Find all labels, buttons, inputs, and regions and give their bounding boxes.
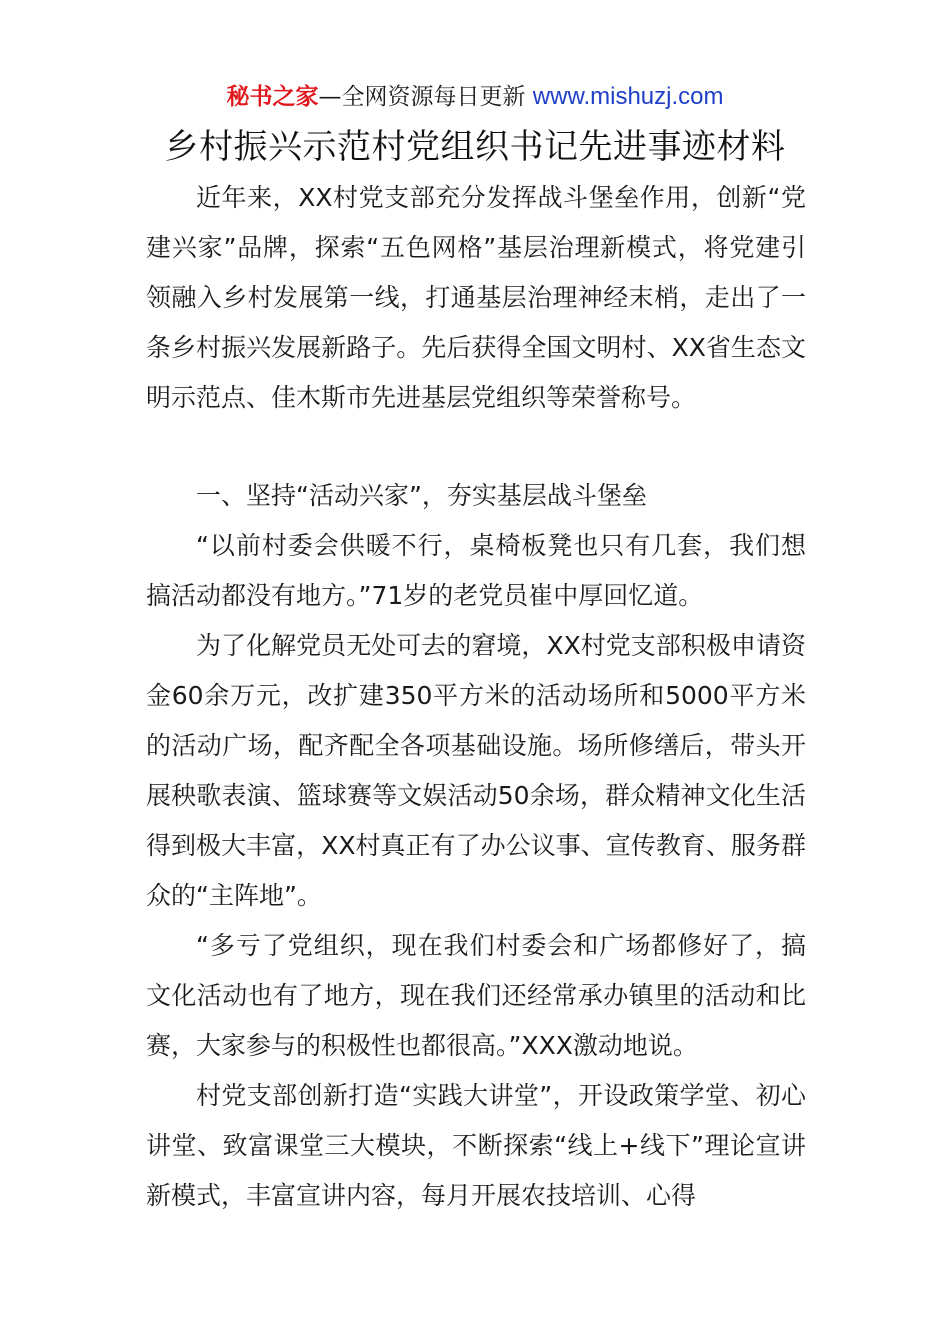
site-header <box>0 82 950 112</box>
site-url-link[interactable]: www.mishuzj.com <box>532 83 724 110</box>
paragraph-spacer <box>146 423 806 471</box>
site-brand: 秘书之家 <box>226 84 319 110</box>
section-heading: 一、坚持“活动兴家”，夯实基层战斗堡垒 <box>196 481 647 510</box>
body-paragraph: “多亏了党组织，现在我们村委会和广场都修好了，搞文化活动也有了地方，现在我们还经常承办镇里的活动和比赛，大家参与的积极性也都很高。”XXX激动地说。 <box>146 931 806 1060</box>
body-paragraph: 村党支部创新打造“实践大讲堂”，开设政策学堂、初心讲堂、致富课堂三大模块，不断探索“线上+线下”理论宣讲新模式，丰富宣讲内容，每月开展农技培训、心得 <box>146 1081 806 1210</box>
document-title: 乡村振兴示范村党组织书记先进事迹材料 <box>164 127 786 167</box>
body-paragraph: 为了化解党员无处可去的窘境，XX村党支部积极申请资金60余万元，改扩建350平方米的活动场所和5000平方米的活动广场，配齐配全各项基础设施。场所修缮后，带头开展秧歌表演、篮球赛等文娱活动50余场，群众精神文化生活得到极大丰富，XX村真正有了办公议事、宣传教育、服务群众的“主阵地”。 <box>146 631 806 910</box>
body-paragraph: “以前村委会供暖不行，桌椅板凳也只有几套，我们想搞活动都没有地方。”71岁的老党员崔中厚回忆道。 <box>146 531 806 610</box>
intro-paragraph: 近年来，XX村党支部充分发挥战斗堡垒作用，创新“党建兴家”品牌，探索“五色网格”基层治理新模式，将党建引领融入乡村发展第一线，打通基层治理神经末梢，走出了一条乡村振兴发展新路子。先后获得全国文明村、XX省生态文明示范点、佳木斯市先进基层党组织等荣誉称号。 <box>146 183 806 412</box>
document-body <box>146 173 806 1221</box>
site-tagline: —全网资源每日更新 <box>318 84 526 110</box>
